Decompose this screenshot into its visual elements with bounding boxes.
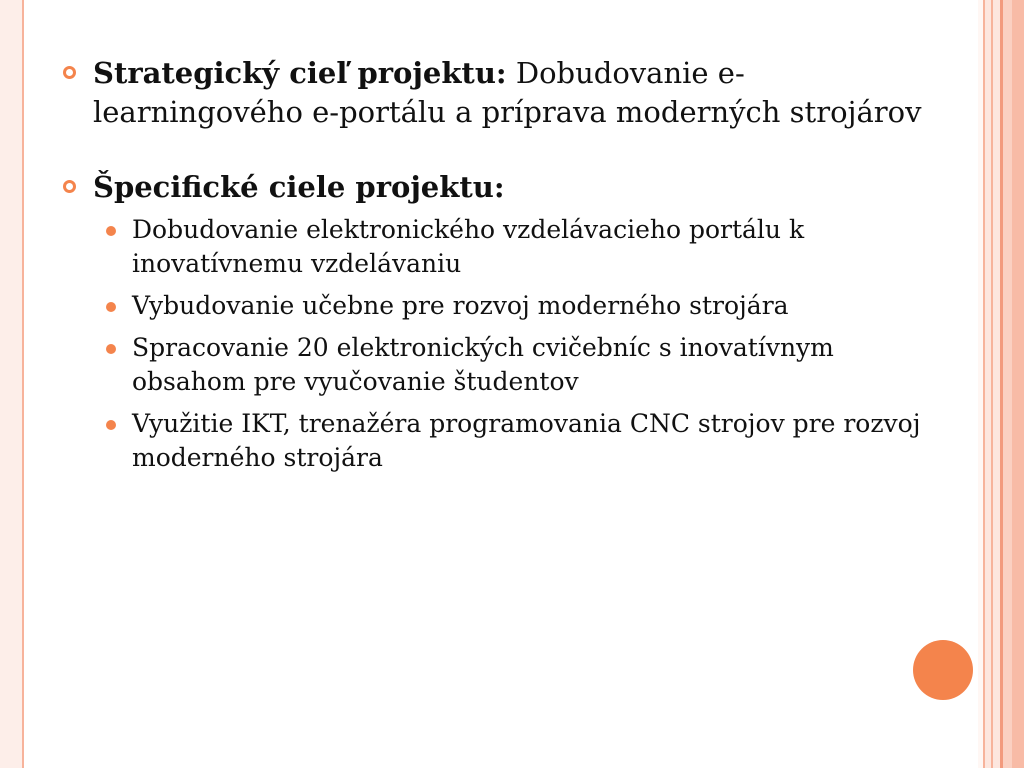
dot-bullet-icon [106,302,116,312]
list-item [62,407,922,475]
ring-bullet-icon [63,66,76,79]
dot-bullet-icon [106,226,116,236]
slide-content [62,54,922,483]
specific-goals-list [62,213,922,475]
right-stripes-decoration [978,0,1024,768]
stripe [1003,0,1012,768]
list-item [62,331,922,399]
orange-circle-decoration [913,640,973,700]
left-border-decoration [0,0,24,768]
strategic-goal-text: Dobudovanie e-learningového e-portálu a príprava moderných strojárov [93,56,922,129]
stripe [1012,0,1024,768]
specific-goals-label: Špecifické ciele projektu: [93,170,505,204]
list-item [62,213,922,281]
list-item-text: Spracovanie 20 elektronických cvičebníc s inovatívnym obsahom pre vyučovanie študentov [132,333,834,396]
list-item [62,289,922,323]
stripe [993,0,1000,768]
strategic-goal-bullet [62,54,922,132]
list-item-text: Vybudovanie učebne pre rozvoj moderného strojára [132,291,789,320]
dot-bullet-icon [106,420,116,430]
list-item-text: Dobudovanie elektronického vzdelávacieho portálu k inovatívnemu vzdelávaniu [132,215,805,278]
specific-goals-bullet [62,168,922,207]
list-item-text: Využitie IKT, trenažéra programovania CNC strojov pre rozvoj moderného strojára [132,409,921,472]
strategic-goal-label: Strategický cieľ projektu: [93,56,507,90]
dot-bullet-icon [106,344,116,354]
ring-bullet-icon [63,180,76,193]
